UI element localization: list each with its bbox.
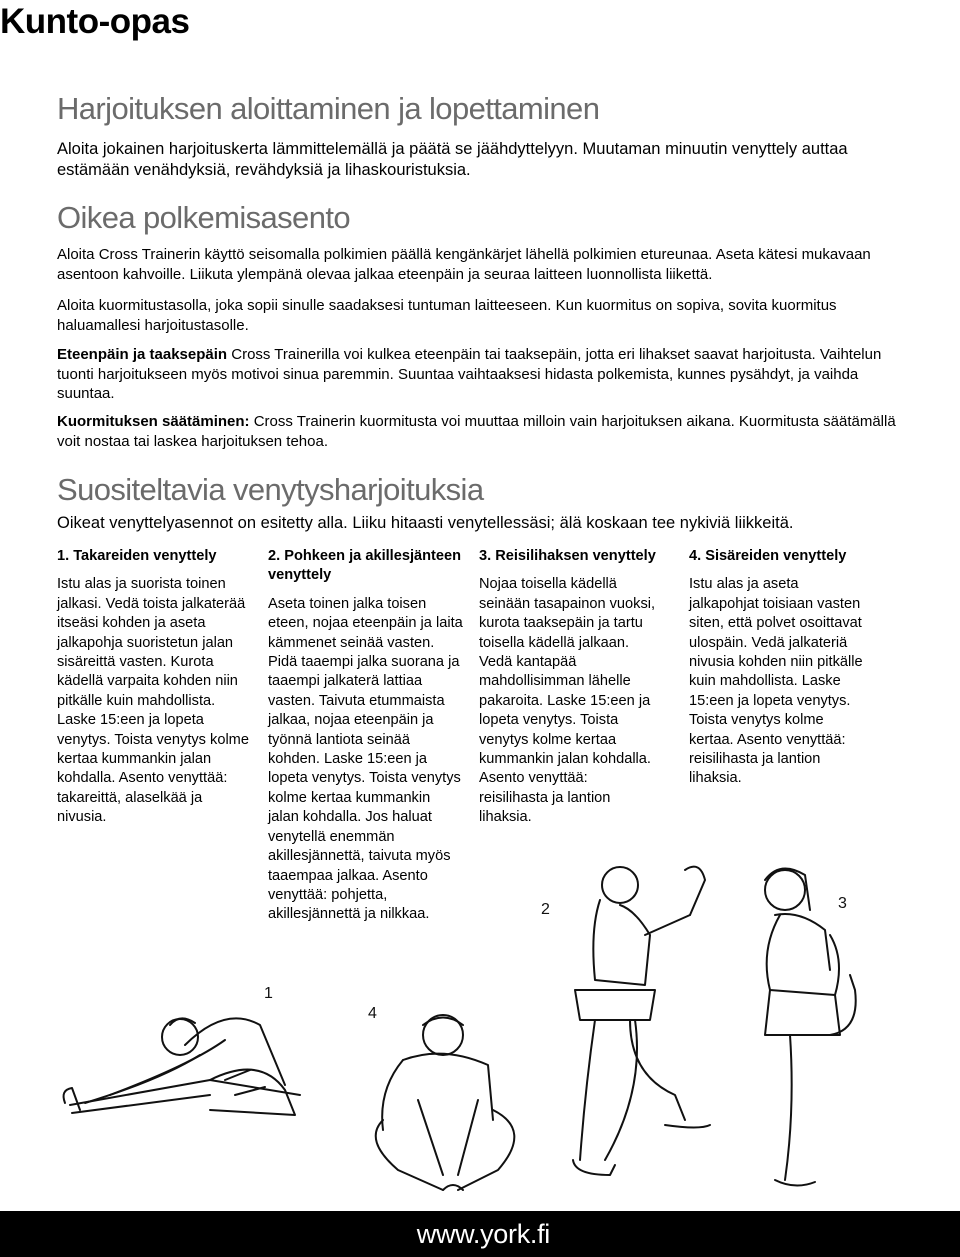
pedaling-paragraph-1: Aloita Cross Trainerin käyttö seisomalla polkimien päällä kengänkärjet lähellä polkimien etureunaa. Aseta kätesi mukavaan asentoon kahvoille. Liikuta ylempänä olevaa jalkaa eteenpäin ja seuraa laitteen luonnollista liikettä. [57,246,871,283]
footer-bar [0,1211,960,1257]
section-intro-text: Aloita jokainen harjoituskerta lämmittelemällä ja päätä se jäähdyttelyyn. Muutaman minuutin venyttely auttaa estämään venähdyksiä, revähdyksiä ja lihaskouristuksia. [57,140,848,179]
footer-url-link[interactable]: www.york.fi [416,1219,550,1249]
resistance-label: Kuormituksen säätäminen: [57,413,250,430]
direction-text: Cross Trainerilla voi kulkea eteenpäin tai taaksepäin, jotta eri lihakset saavat harjoitusta. Vaihtelun tuonti harjoitukseen myös motivoi sinua paremmin. Suuntaa vaihtaaksesi hidasta polkemista, kunnes pysähdyt, ja vaihda suuntaa. [57,346,882,402]
figure-number-2: 2 [541,901,550,918]
resistance-text: Cross Trainerin kuormitusta voi muuttaa milloin vain harjoituksen aikana. Kuormitusta säätämällä voit nostaa tai laskea harjoituksen tehoa. [57,413,896,450]
calf-stretch-illustration [535,860,720,1200]
stretch-title: 2. Pohkeen ja akillesjänteen venyttely [268,548,462,584]
direction-paragraph [57,345,917,404]
page-title: Kunto-opas [0,2,190,41]
stretch-column-1 [57,547,249,828]
pedaling-paragraph-2: Aloita kuormitustasolla, joka sopii sinulle saadaksesi tuntuman laitteeseen. Kun kuormitus on sopiva, sovita kuormitus haluamallesi harjoitustasolle. [57,297,837,334]
stretch-text: Istu alas ja aseta jalkapohjat toisiaan vasten siten, että polvet osoittavat ulospäin. Vedä jalkateriä nivusia kohden niin pitkälle kuin mahdollista. Laske 15:een ja lopeta venytys. Toista venytys kolme kertaa. Asento venyttää: reisilihasta ja lantion lihaksia. [689,576,863,787]
hamstring-stretch-illustration [50,985,315,1130]
section-heading-start-stop: Harjoituksen aloittaminen ja lopettaminen [57,91,600,126]
stretch-title: 4. Sisäreiden venyttely [689,548,847,564]
stretch-title: 3. Reisilihaksen venyttely [479,548,656,564]
stretch-title: 1. Takareiden venyttely [57,548,217,564]
resistance-paragraph [57,412,917,451]
quad-stretch-illustration [735,860,885,1205]
stretch-text: Istu alas ja suorista toinen jalkasi. Vedä toista jalkaterää itseäsi kohden ja aseta jalkapohja suoristetun jalan sisäreittä vasten. Kurota kädellä varpaita kohden niin pitkälle kuin mahdollista. Laske 15:een ja lopeta venytys. Toista venytys kolme kertaa kummankin jalan kohdalla. Asento venyttää: takareittä, alaselkää ja nivusia. [57,576,249,826]
stretches-intro: Oikeat venyttelyasennot on esitetty alla. Liiku hitaasti venytellessäsi; älä koskaan tee nykiviä liikkeitä. [57,514,794,532]
stretch-column-2 [268,547,463,925]
groin-stretch-illustration [348,1010,548,1200]
figure-number-4: 4 [368,1005,377,1022]
section-heading-stretches: Suositeltavia venytysharjoituksia [57,472,484,507]
stretch-column-3 [479,547,659,828]
figure-number-3: 3 [838,895,847,912]
figure-number-1: 1 [264,985,273,1002]
stretch-text: Aseta toinen jalka toisen eteen, nojaa eteenpäin ja laita kämmenet seinää vasten. Pidä taaempi jalka suorana ja taaempi jalkaterä lattiaa vasten. Taivuta etummaista jalkaa, nojaa eteenpäin ja työnnä lantiota seinää kohden. Laske 15:een ja lopeta venytys. Toista venytys kolme kertaa kummankin jalan kohdalla. Jos haluat venytellä enemmän akillesjännettä, taivuta myös taaempaa jalkaa. Asento venyttää: pohjetta, akillesjännettä ja nilkkaa. [268,595,463,923]
stretch-text: Nojaa toisella kädellä seinään tasapainon vuoksi, kurota taaksepäin ja tartu toisella kädellä jalkaan. Vedä kantapää mahdollisimman lähelle pakaroita. Laske 15:een ja lopeta venytys. Toista venytys kolme kertaa kummankin jalan kohdalla. Asento venyttää: reisilihasta ja lantion lihaksia. [479,576,656,826]
direction-label: Eteenpäin ja taaksepäin [57,346,228,363]
stretch-column-4 [689,547,869,789]
section-heading-pedaling-position: Oikea polkemisasento [57,200,350,235]
